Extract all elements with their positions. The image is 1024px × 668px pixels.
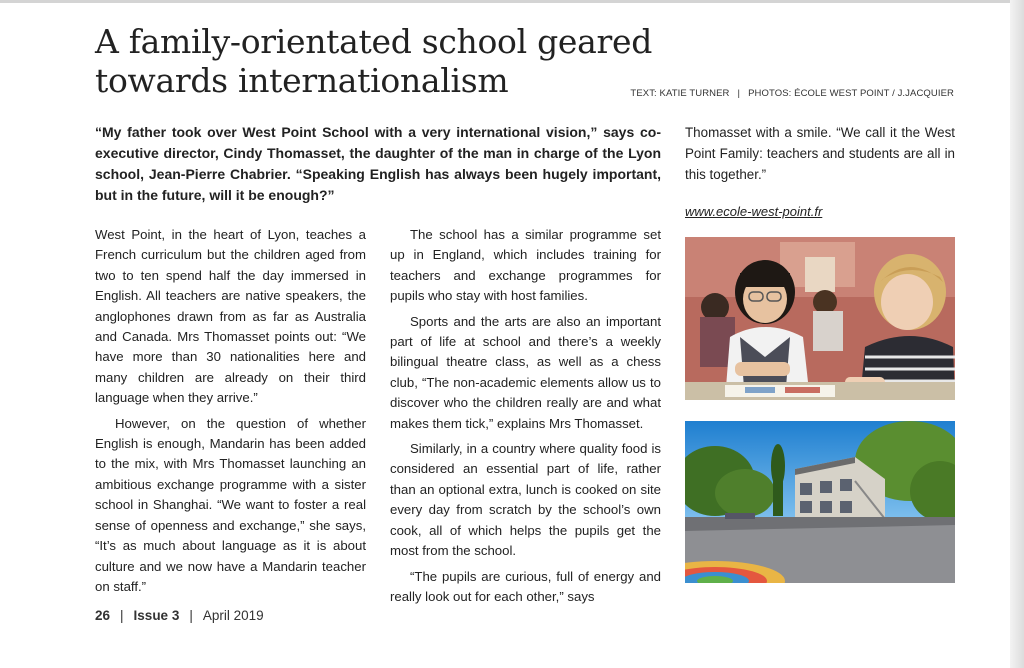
credit-separator: | <box>737 88 741 99</box>
body-column-1 <box>95 225 366 597</box>
footer-separator: | <box>189 608 193 623</box>
school-building-photo <box>685 421 955 583</box>
paragraph: Similarly, in a country where quality food is considered an essential part of life, rather than an optional extra, lunch is cooked on site every day from scratch by the school’s own cook, all of which helps the pupils get the most from the school. <box>390 441 661 559</box>
paragraph: West Point, in the heart of Lyon, teaches a French curriculum but the children aged from two to ten spend half the day immersed in English. All teachers are native speakers, the anglophones drawn from as far as Australia and Canada. Mrs Thomasset points out: “We have more than 30 nationalities here and many children are already on their third language when they arrive.” <box>95 227 366 406</box>
classroom-photo <box>685 237 955 400</box>
article-standfirst: “My father took over West Point School with a very international vision,” says co-executive director, Cindy Thomasset, the daughter of the man in charge of the Lyon school, Jean-Pierre Chabrier. “Speaking English has always been hugely important, but in the future, will it be enough?” <box>95 124 661 203</box>
title-line-1: A family-orientated school geared <box>95 22 653 61</box>
issue-date: April 2019 <box>202 608 264 623</box>
page-right-edge <box>1010 0 1024 668</box>
paragraph: “The pupils are curious, full of energy and really look out for each other,” says <box>390 568 661 604</box>
paragraph: However, on the question of whether English is enough, Mandarin has been added to the mix, with Mrs Thomasset launching an ambitious exchange programme with a sister school in Shanghai. “We want to foster a real sense of openness and exchange,” she says, “It’s as much about language as it is about culture and we now have a Mandarin teacher on staff.” <box>95 415 366 594</box>
article-credits <box>630 88 954 99</box>
page-number: 26 <box>95 608 111 623</box>
issue-label: Issue 3 <box>133 608 180 623</box>
body-column-3: Thomasset with a smile. “We call it the West Point Family: teachers and students are all in this together.” <box>685 125 955 182</box>
page-footer <box>95 608 264 623</box>
article-title <box>95 22 652 100</box>
title-line-2: towards internationalism <box>95 61 509 100</box>
text-credit: TEXT: KATIE TURNER <box>630 88 730 99</box>
body-column-2 <box>390 225 661 607</box>
paragraph: The school has a similar programme set up in England, which includes training for teachers and exchange programmes for pupils who stay with host families. <box>390 227 661 304</box>
page-top-edge <box>0 0 1024 3</box>
footer-separator: | <box>120 608 124 623</box>
school-website-link[interactable]: www.ecole-west-point.fr <box>685 204 823 219</box>
paragraph: Sports and the arts are also an important part of life at school and there’s a weekly bilingual theatre class, as well as a chess club, “The non-academic elements allow us to discover who the children really are and what makes them tick,” explains Mrs Thomasset. <box>390 313 661 431</box>
photo-credit: PHOTOS: ÉCOLE WEST POINT / J.JACQUIER <box>748 88 954 99</box>
